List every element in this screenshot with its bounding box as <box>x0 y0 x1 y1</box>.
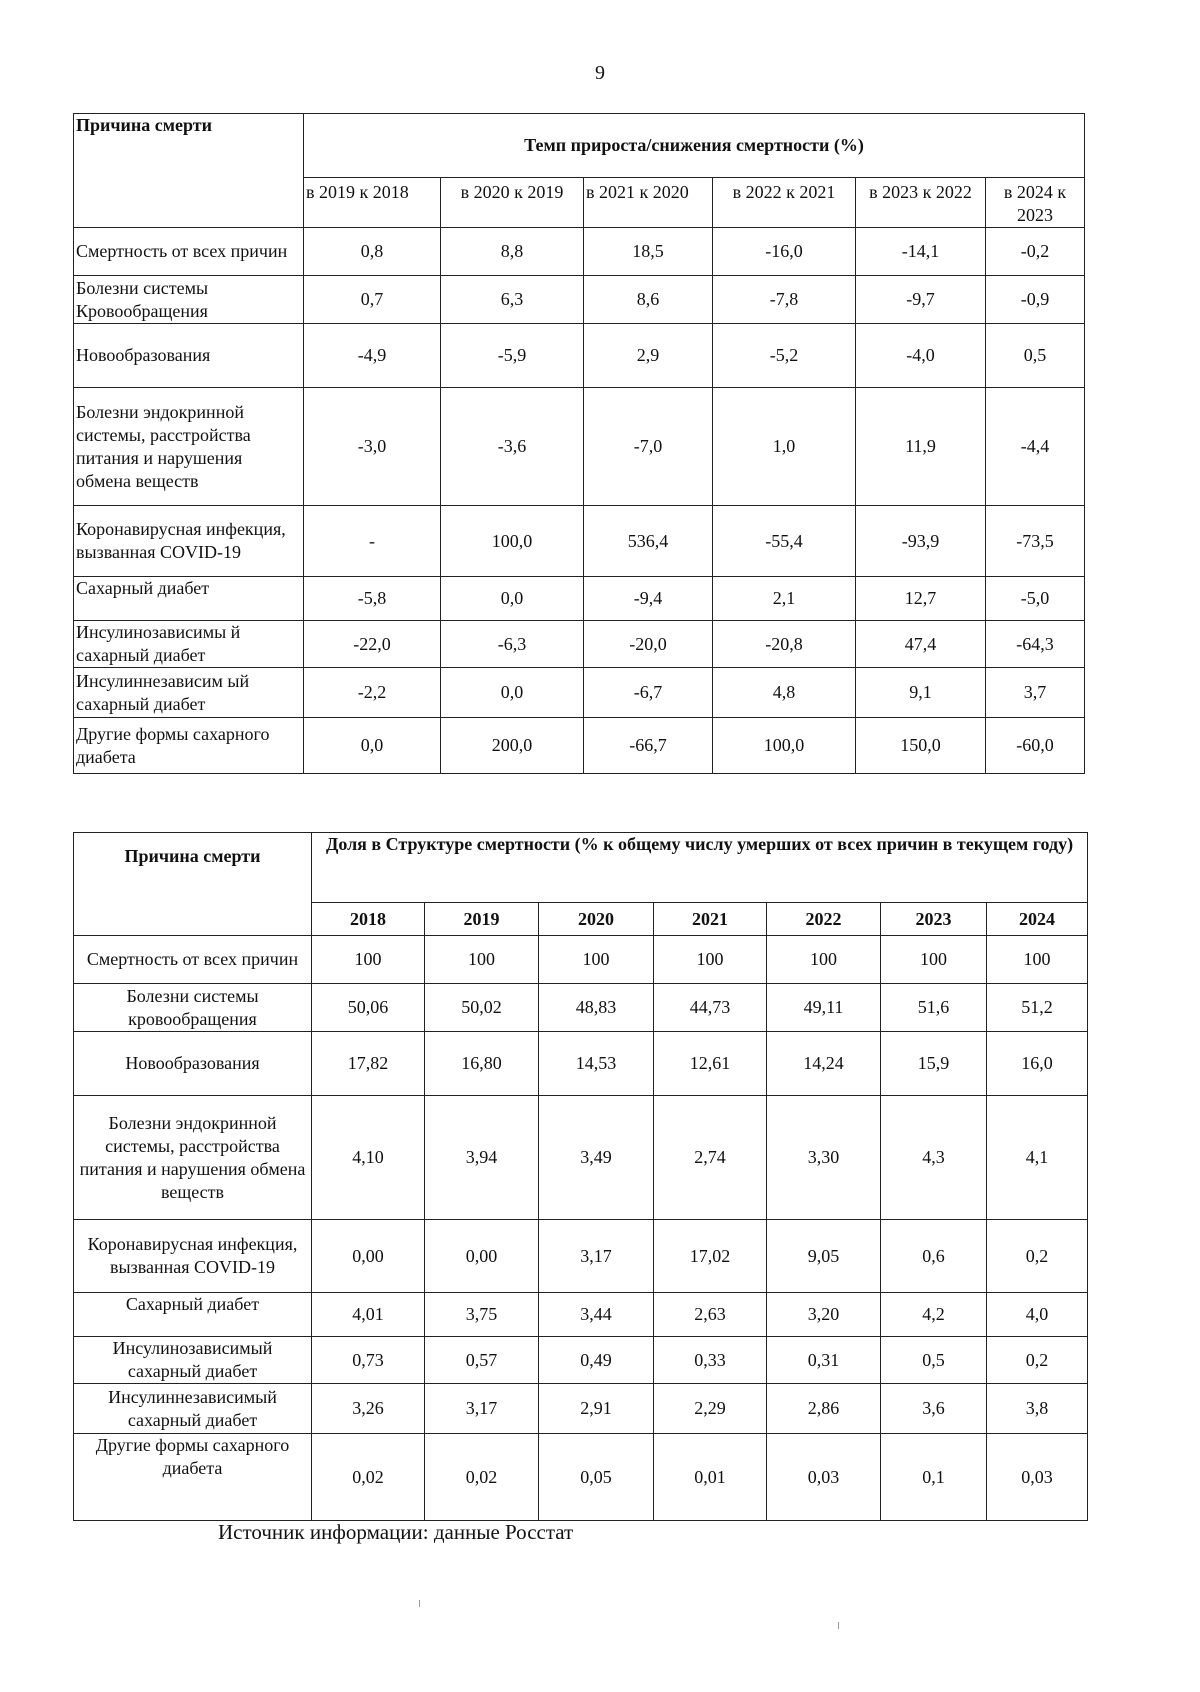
t2-row <box>74 1384 1088 1434</box>
t1-cell: -6,3 <box>441 621 584 668</box>
t1-cell: -4,0 <box>856 324 986 388</box>
t1-row-label: Болезни эндокринной системы, расстройства питания и нарушения обмена веществ <box>74 388 304 506</box>
t1-cell: 0,7 <box>304 276 441 324</box>
t1-cell: -60,0 <box>986 718 1085 774</box>
t2-cell: 0,73 <box>312 1337 425 1384</box>
t1-cell: -3,6 <box>441 388 584 506</box>
page-number: 9 <box>595 62 605 84</box>
t2-year: 2020 <box>539 903 654 936</box>
t1-row-label: Смертность от всех причин <box>74 228 304 276</box>
t2-cell: 0,31 <box>767 1337 881 1384</box>
t2-year: 2022 <box>767 903 881 936</box>
t2-cell: 0,49 <box>539 1337 654 1384</box>
t1-cell: 100,0 <box>441 506 584 577</box>
t1-cell: -20,0 <box>584 621 713 668</box>
t2-row <box>74 936 1088 984</box>
t1-row <box>74 621 1085 668</box>
t1-cell: -3,0 <box>304 388 441 506</box>
t2-cell: 0,03 <box>987 1434 1088 1521</box>
t2-cell: 3,6 <box>881 1384 987 1434</box>
t2-cell: 100 <box>425 936 539 984</box>
t1-cell: -22,0 <box>304 621 441 668</box>
t2-cell: 0,2 <box>987 1337 1088 1384</box>
t1-cell: 0,0 <box>441 668 584 718</box>
t2-cell: 12,61 <box>654 1032 767 1096</box>
t2-cell: 3,30 <box>767 1096 881 1220</box>
t1-cell: -16,0 <box>713 228 856 276</box>
t1-cell: -2,2 <box>304 668 441 718</box>
t2-row-label: Инсулиннезависимый сахарный диабет <box>74 1384 312 1434</box>
scan-speck <box>838 1622 839 1629</box>
t2-header-cause: Причина смерти <box>74 833 312 936</box>
t2-cell: 3,8 <box>987 1384 1088 1434</box>
t1-period: в 2023 к 2022 <box>856 178 986 228</box>
t2-cell: 0,57 <box>425 1337 539 1384</box>
t2-cell: 9,05 <box>767 1220 881 1293</box>
t2-row <box>74 984 1088 1032</box>
t2-header-group: Доля в Структуре смертности (% к общему числу умерших от всех причин в текущем году) <box>312 833 1088 903</box>
t1-row <box>74 668 1085 718</box>
t1-period: в 2024 к 2023 <box>986 178 1085 228</box>
t1-cell: -64,3 <box>986 621 1085 668</box>
t2-cell: 3,17 <box>539 1220 654 1293</box>
t2-cell: 2,29 <box>654 1384 767 1434</box>
t1-cell: -0,2 <box>986 228 1085 276</box>
t2-row <box>74 1096 1088 1220</box>
t1-cell: -5,9 <box>441 324 584 388</box>
t2-cell: 51,6 <box>881 984 987 1032</box>
t2-cell: 0,03 <box>767 1434 881 1521</box>
t2-cell: 0,02 <box>425 1434 539 1521</box>
t1-cell: -5,8 <box>304 577 441 621</box>
t2-cell: 16,0 <box>987 1032 1088 1096</box>
t1-cell: -14,1 <box>856 228 986 276</box>
t2-row <box>74 1337 1088 1384</box>
t2-row-label: Другие формы сахарного диабета <box>74 1434 312 1521</box>
t1-row-label: Инсулинозависимы й сахарный диабет <box>74 621 304 668</box>
t2-cell: 0,5 <box>881 1337 987 1384</box>
t2-cell: 0,00 <box>425 1220 539 1293</box>
t1-row <box>74 506 1085 577</box>
t1-cell: 8,8 <box>441 228 584 276</box>
t1-cell: -55,4 <box>713 506 856 577</box>
t1-cell: -7,0 <box>584 388 713 506</box>
t2-cell: 100 <box>881 936 987 984</box>
t1-cell: -20,8 <box>713 621 856 668</box>
t2-cell: 4,1 <box>987 1096 1088 1220</box>
t2-year: 2024 <box>987 903 1088 936</box>
t2-cell: 3,17 <box>425 1384 539 1434</box>
t1-row <box>74 577 1085 621</box>
t2-row <box>74 1293 1088 1337</box>
t1-cell: 0,8 <box>304 228 441 276</box>
t2-cell: 0,2 <box>987 1220 1088 1293</box>
t2-cell: 4,10 <box>312 1096 425 1220</box>
t2-row-label: Коронавирусная инфекция, вызванная COVID-19 <box>74 1220 312 1293</box>
t1-cell: 2,1 <box>713 577 856 621</box>
t2-cell: 2,63 <box>654 1293 767 1337</box>
t2-year: 2021 <box>654 903 767 936</box>
t1-row-label: Коронавирусная инфекция, вызванная COVID-19 <box>74 506 304 577</box>
t2-cell: 3,20 <box>767 1293 881 1337</box>
t2-row <box>74 1220 1088 1293</box>
t2-cell: 100 <box>987 936 1088 984</box>
t2-cell: 4,3 <box>881 1096 987 1220</box>
t1-period: в 2021 к 2020 <box>584 178 713 228</box>
t1-row <box>74 388 1085 506</box>
t1-cell: 2,9 <box>584 324 713 388</box>
t2-cell: 14,24 <box>767 1032 881 1096</box>
t2-row-label: Болезни эндокринной системы, расстройства питания и нарушения обмена веществ <box>74 1096 312 1220</box>
t2-row-label: Сахарный диабет <box>74 1293 312 1337</box>
t2-cell: 0,02 <box>312 1434 425 1521</box>
source-note: Источник информации: данные Росстат <box>218 1520 574 1544</box>
t2-cell: 0,05 <box>539 1434 654 1521</box>
t1-cell: 4,8 <box>713 668 856 718</box>
t2-row <box>74 1434 1088 1521</box>
t1-cell: -9,4 <box>584 577 713 621</box>
t1-cell: 150,0 <box>856 718 986 774</box>
t2-cell: 49,11 <box>767 984 881 1032</box>
t2-year: 2018 <box>312 903 425 936</box>
t1-row-label: Сахарный диабет <box>74 577 304 621</box>
t2-cell: 0,1 <box>881 1434 987 1521</box>
t1-cell: -4,4 <box>986 388 1085 506</box>
t2-cell: 3,44 <box>539 1293 654 1337</box>
t1-row <box>74 324 1085 388</box>
t2-cell: 50,02 <box>425 984 539 1032</box>
t1-cell: -93,9 <box>856 506 986 577</box>
t2-cell: 2,86 <box>767 1384 881 1434</box>
t2-cell: 17,02 <box>654 1220 767 1293</box>
t1-period: в 2022 к 2021 <box>713 178 856 228</box>
t2-cell: 50,06 <box>312 984 425 1032</box>
t2-cell: 17,82 <box>312 1032 425 1096</box>
t1-cell: 18,5 <box>584 228 713 276</box>
t1-cell: 200,0 <box>441 718 584 774</box>
t1-cell: 47,4 <box>856 621 986 668</box>
t1-cell: -5,2 <box>713 324 856 388</box>
t2-cell: 100 <box>654 936 767 984</box>
t1-row-label: Другие формы сахарного диабета <box>74 718 304 774</box>
t1-row <box>74 228 1085 276</box>
t2-row-label: Инсулинозависимый сахарный диабет <box>74 1337 312 1384</box>
t2-cell: 0,6 <box>881 1220 987 1293</box>
t2-cell: 44,73 <box>654 984 767 1032</box>
t2-cell: 4,2 <box>881 1293 987 1337</box>
t1-row-label: Болезни системы Кровообращения <box>74 276 304 324</box>
t2-cell: 51,2 <box>987 984 1088 1032</box>
t1-row <box>74 276 1085 324</box>
t1-cell: -7,8 <box>713 276 856 324</box>
t2-year: 2023 <box>881 903 987 936</box>
t2-cell: 0,33 <box>654 1337 767 1384</box>
t2-cell: 0,01 <box>654 1434 767 1521</box>
t1-header-cause: Причина смерти <box>74 114 304 228</box>
t1-cell: -6,7 <box>584 668 713 718</box>
t1-row-label: Новообразования <box>74 324 304 388</box>
t2-cell: 4,0 <box>987 1293 1088 1337</box>
t1-cell: -5,0 <box>986 577 1085 621</box>
t2-cell: 48,83 <box>539 984 654 1032</box>
t1-cell: -4,9 <box>304 324 441 388</box>
t1-cell: 0,0 <box>441 577 584 621</box>
t1-cell: 11,9 <box>856 388 986 506</box>
t2-row <box>74 1032 1088 1096</box>
t1-period: в 2019 к 2018 <box>304 178 441 228</box>
t1-cell: 100,0 <box>713 718 856 774</box>
t1-row-label: Инсулиннезависим ый сахарный диабет <box>74 668 304 718</box>
t1-cell: 1,0 <box>713 388 856 506</box>
t1-cell: 0,5 <box>986 324 1085 388</box>
t2-cell: 3,49 <box>539 1096 654 1220</box>
t2-cell: 4,01 <box>312 1293 425 1337</box>
t2-cell: 100 <box>312 936 425 984</box>
t1-cell: 536,4 <box>584 506 713 577</box>
t2-cell: 2,91 <box>539 1384 654 1434</box>
mortality-structure-table <box>73 832 1088 1521</box>
t2-cell: 3,75 <box>425 1293 539 1337</box>
t2-row-label: Новообразования <box>74 1032 312 1096</box>
t1-cell: 12,7 <box>856 577 986 621</box>
t2-year: 2019 <box>425 903 539 936</box>
t1-cell: 9,1 <box>856 668 986 718</box>
t1-row <box>74 718 1085 774</box>
t2-cell: 15,9 <box>881 1032 987 1096</box>
t2-row-label: Болезни системы кровообращения <box>74 984 312 1032</box>
t2-cell: 100 <box>767 936 881 984</box>
scan-speck <box>419 1600 420 1607</box>
t1-cell: -9,7 <box>856 276 986 324</box>
t2-row-label: Смертность от всех причин <box>74 936 312 984</box>
t1-cell: 6,3 <box>441 276 584 324</box>
t2-cell: 14,53 <box>539 1032 654 1096</box>
mortality-growth-table <box>73 113 1085 774</box>
t2-cell: 2,74 <box>654 1096 767 1220</box>
t1-cell: -66,7 <box>584 718 713 774</box>
t1-cell: 8,6 <box>584 276 713 324</box>
t1-period: в 2020 к 2019 <box>441 178 584 228</box>
t2-cell: 0,00 <box>312 1220 425 1293</box>
t1-cell: -73,5 <box>986 506 1085 577</box>
t1-cell: - <box>304 506 441 577</box>
t1-header-group: Темп прироста/снижения смертности (%) <box>304 114 1085 178</box>
t2-cell: 3,26 <box>312 1384 425 1434</box>
t2-cell: 3,94 <box>425 1096 539 1220</box>
t1-cell: 3,7 <box>986 668 1085 718</box>
t1-cell: -0,9 <box>986 276 1085 324</box>
t2-cell: 100 <box>539 936 654 984</box>
t1-cell: 0,0 <box>304 718 441 774</box>
t2-cell: 16,80 <box>425 1032 539 1096</box>
